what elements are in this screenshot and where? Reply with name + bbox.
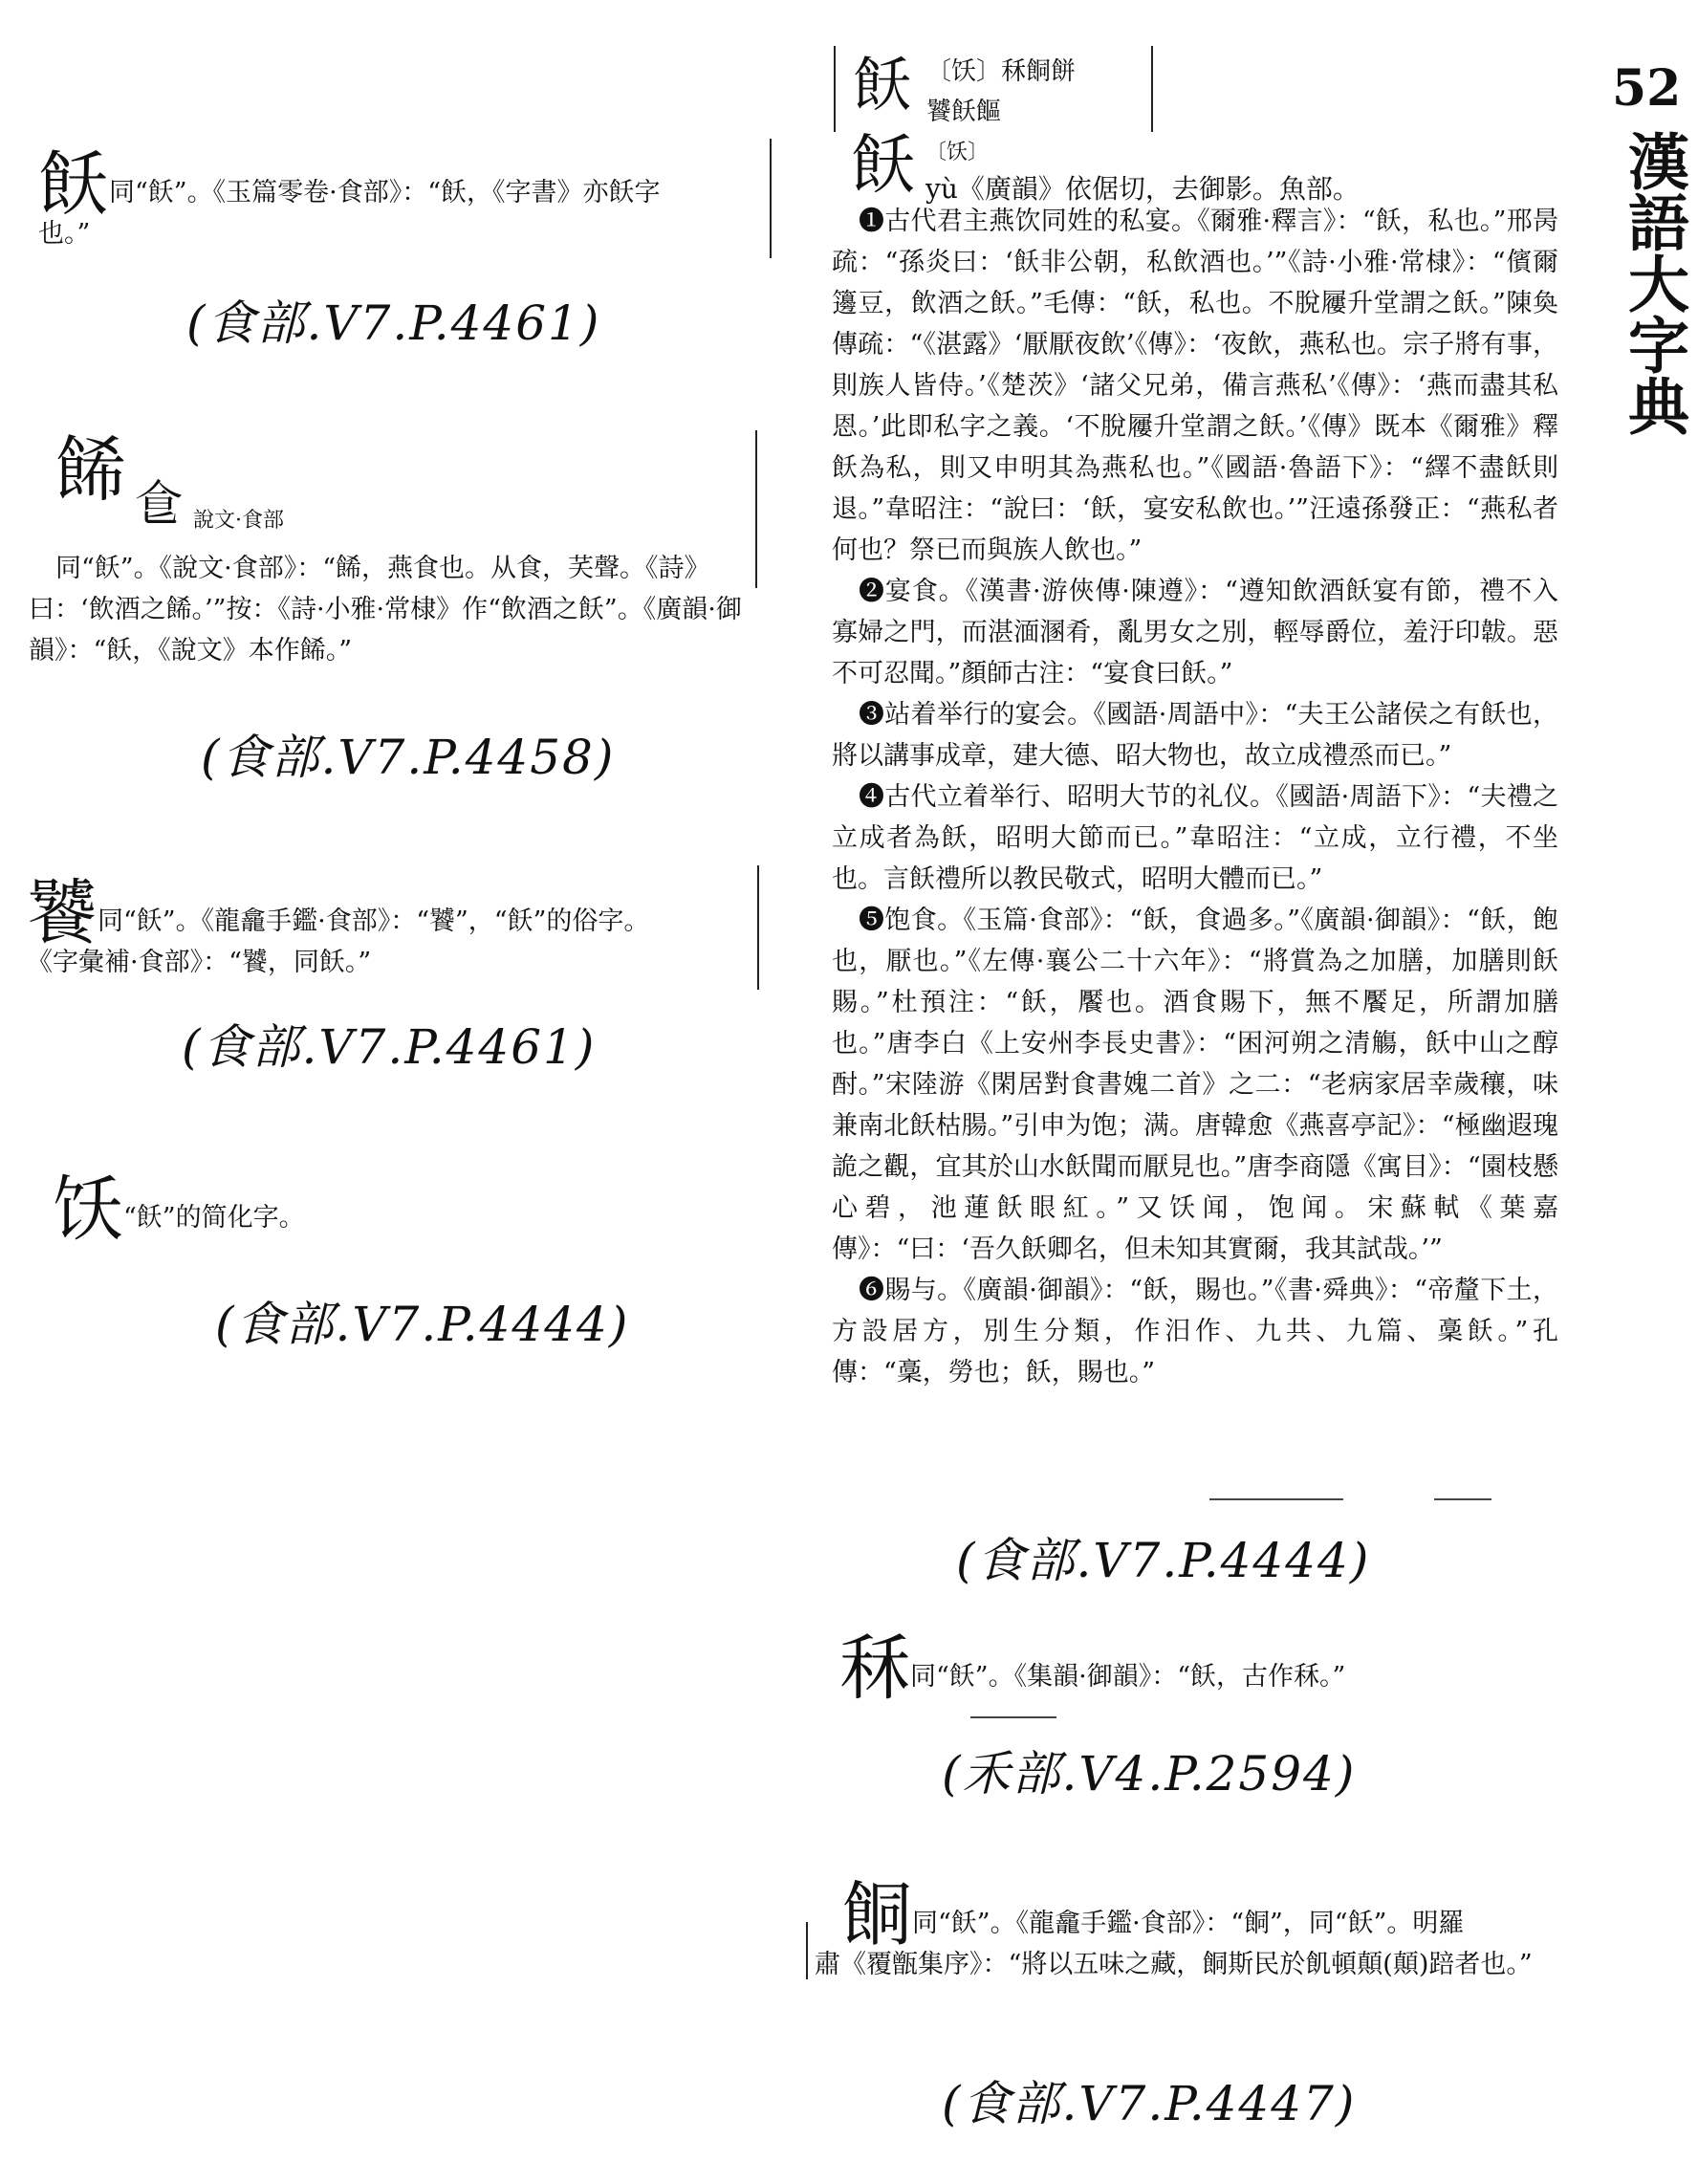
left-entry-2 [29, 429, 774, 671]
entry-text-first: 同“飫”。《龍龕手鑑·食部》：“饕”，“飫”的俗字。 [98, 906, 650, 936]
main-char: 飫 [851, 128, 917, 204]
handwritten-note: (食部.V7.P.4447) [942, 2076, 1357, 2131]
divider [1434, 1498, 1491, 1500]
entry-text-first: 同“飫”。《玉篇零卷·食部》：“飫，《字書》亦飫字 [109, 178, 661, 207]
entry-char: 饕 [27, 872, 98, 954]
left-entry-3 [27, 870, 768, 983]
header-variants-1: 〔饫〕秝餇餅 [926, 57, 1077, 86]
handwritten-note: (禾部.V4.P.2594) [942, 1746, 1357, 1802]
entry-text-rest: 也。” [38, 219, 91, 249]
header-char: 飫 [853, 50, 913, 120]
entry-text-first: 同“飫”。《龍龕手鑑·食部》：“餇”，同“飫”。明羅 [912, 1909, 1465, 1938]
entry-text-first: “飫”的简化字。 [123, 1203, 305, 1233]
book-title-vertical [1612, 48, 1689, 436]
left-entry-3-body [27, 870, 768, 954]
handwritten-note: (食部.V7.P.4458) [201, 730, 616, 785]
handwritten-note: (食部.V7.P.4444) [215, 1297, 630, 1352]
entry-char: 餇 [841, 1874, 912, 1956]
divider [970, 1716, 1056, 1718]
entry-text-rest: 《字彙補·食部》：“饕，同飫。” [27, 948, 372, 977]
left-entry-1 [38, 142, 774, 254]
book-title: 漢語大字典 [1618, 130, 1689, 436]
entry-text-rest: 曰：‘飲酒之餙。’”按：《詩·小雅·常棣》作“飲酒之飫”。《廣韻·御韻》：“飫，《說文》本作餙。” [29, 595, 742, 666]
entry-text-rest: 肅《覆甑集序》：“將以五味之藏，餇斯民於飢頓顛(顛)踣者也。” [815, 1950, 1533, 1979]
left-entry-1-rule [770, 139, 772, 258]
sense-3: ❸站着举行的宴会。《國語·周語中》：“夫王公諸侯之有飫也，將以講事成章，建大德、昭大物也，故立成禮烝而已。” [832, 700, 1558, 771]
entry-text-first: 同“飫”。《說文·食部》：“餙，燕食也。从食，芺聲。《詩》 [55, 554, 710, 583]
header-box [834, 46, 1153, 132]
entry-char: 饫 [53, 1168, 123, 1251]
sense-6: ❻賜与。《廣韻·御韻》：“飫，賜也。”《書·舜典》：“帝釐下土，方設居方，別生分類，作汨作、九共、九篇、稾飫。”孔傳：“稾，勞也；飫，賜也。” [832, 1276, 1558, 1387]
entry-char: 秝 [839, 1627, 910, 1710]
left-entry-4 [53, 1167, 741, 1251]
sense-4: ❹古代立着举行、昭明大节的礼仪。《國語·周語下》：“夫禮之立成者為飫，昭明大節而已。”韋昭注：“立成，立行禮，不坐也。言飫禮所以教民敬式，昭明大體而已。” [832, 782, 1558, 894]
sense-5: ❺饱食。《玉篇·食部》：“飫，食過多。”《廣韻·御韻》：“飫，飽也，厭也。”《左傳·襄公二十六年》：“將賞為之加膳，加膳則飫賜。”杜預注：“飫，饜也。酒食賜下，無不饜足，所謂加膳也。”唐李白《上安州李長史書》：“困河朔之清觴，飫中山之醇酎。”宋陸游《閑居對食書媿二首》之二：“老病家居幸歲穰，味兼南北飫枯腸。”引申为饱；满。唐韓愈《燕喜亭記》：“極幽遐瑰詭之觀，宜其於山水飫聞而厭見也。”唐李商隱《寓目》：“園枝懸心碧，池蓮飫眼紅。”又饫闻，饱闻。宋蘇軾《葉嘉傳》：“曰：‘吾久飫卿名，但未知其實爾，我其試哉。’” [832, 906, 1558, 1264]
left-entry-1-body [38, 142, 774, 226]
handwritten-note: (食部.V7.P.4461) [182, 1019, 597, 1075]
page-number: 52 [1612, 59, 1682, 118]
entry-head [29, 429, 774, 548]
sense-2: ❷宴食。《漢書·游俠傳·陳遵》：“遵知飲酒飫宴有節，禮不入寡婦之門，而湛湎溷肴，亂男女之別，輕辱爵位，羞汙印韍。惡不可忍聞。”顏師古注：“宴食曰飫。” [832, 577, 1558, 688]
entry-char: 餙 [55, 429, 126, 512]
entry-char: 飫 [38, 143, 109, 226]
seal-char: 𩚁 [134, 476, 185, 534]
main-simplified: 〔饫〕 [925, 141, 990, 164]
senses [832, 201, 1558, 1393]
right-entry-2-body [813, 1872, 1539, 1956]
right-entry-1 [839, 1626, 1547, 1710]
right-entry-1-body [839, 1626, 1547, 1710]
main-entry [832, 128, 1558, 1393]
right-entry-2-rule [806, 1922, 808, 1979]
divider [1209, 1498, 1343, 1500]
entry-text-first: 同“飫”。《集韻·御韻》：“飫，古作秝。” [910, 1662, 1346, 1692]
pronunciation: yù《廣韻》依倨切，去御影。魚部。 [925, 173, 1360, 205]
handwritten-note: (食部.V7.P.4461) [186, 295, 601, 351]
left-entry-2-rule [755, 430, 757, 588]
left-entry-4-body [53, 1167, 741, 1251]
header-variants-2: 饕飫饇 [926, 98, 1002, 126]
left-entry-3-rule [757, 865, 759, 990]
handwritten-note: (食部.V7.P.4444) [956, 1533, 1371, 1588]
sense-1: ❶古代君主燕饮同姓的私宴。《爾雅·釋言》：“飫，私也。”邢昺疏：“孫炎曰：‘飫非公朝，私飲酒也。’”《詩·小雅·常棣》：“儐爾籩豆，飲酒之飫。”毛傳：“飫，私也。不脫屨升堂謂之飫。”陳奐傳疏：“《湛露》‘厭厭夜飲’《傳》：‘夜飲，燕私也。宗子將有事，則族人皆侍。’《楚茨》‘諸父兄弟，備言燕私’《傳》：‘燕而盡其私恩。’此即私字之義。‘不脫屨升堂謂之飫。’《傳》既本《爾雅》釋飫為私，則又申明其為燕私也。”《國語·魯語下》：“繹不盡飫則退。”韋昭注：“說曰：‘飫，宴安私飲也。’”汪遠孫發正：“燕私者何也？祭已而與族人飲也。” [832, 207, 1558, 565]
seal-label: 說文·食部 [193, 509, 284, 533]
main-entry-head [832, 128, 1558, 205]
right-entry-2 [813, 1872, 1539, 1985]
